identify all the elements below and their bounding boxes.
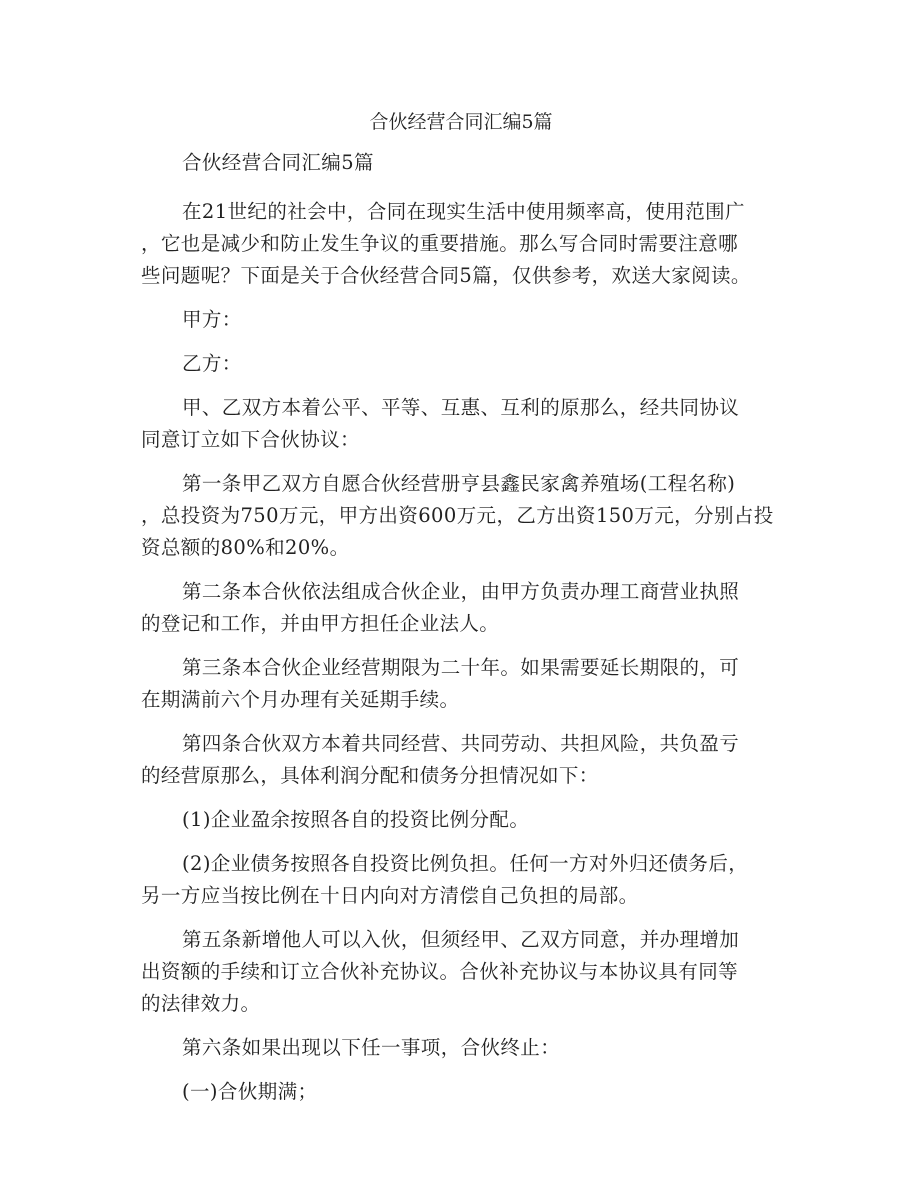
paragraph-line: 甲方：: [182, 308, 242, 331]
paragraph-list: [141, 147, 801, 1108]
paragraph-line: 第一条甲乙双方自愿合伙经营册亨县鑫民家禽养殖场(工程名称): [182, 472, 736, 495]
paragraph: [141, 1076, 801, 1108]
paragraph-line: 同意订立如下合伙协议：: [141, 428, 360, 451]
paragraph: [141, 804, 801, 836]
paragraph-line: 第二条本合伙依法组成合伙企业，由甲方负责办理工商营业执照: [182, 580, 740, 603]
paragraph-line: (2)企业债务按照各自投资比例负担。任何一方对外归还债务后，: [182, 852, 749, 875]
paragraph-line: ，总投资为750万元，甲方出资600万元，乙方出资150万元，分别占投: [141, 504, 774, 527]
paragraph-line: 第六条如果出现以下任一事项，合伙终止：: [182, 1036, 561, 1059]
paragraph-line: 第三条本合伙企业经营期限为二十年。如果需要延长期限的，可: [182, 656, 740, 679]
paragraph: [141, 728, 801, 792]
paragraph-line: 资总额的80%和20%。: [141, 536, 350, 559]
paragraph-line: 第五条新增他人可以入伙，但须经甲、乙双方同意，并办理增加: [182, 928, 740, 951]
paragraph: [141, 392, 801, 456]
paragraph: [141, 1032, 801, 1064]
paragraph-line: 的登记和工作，并由甲方担任企业法人。: [141, 612, 500, 635]
document-body: [141, 106, 801, 1108]
paragraph: [141, 848, 801, 912]
paragraph-line: 些问题呢？下面是关于合伙经营合同5篇，仅供参考，欢送大家阅读。: [141, 264, 751, 287]
paragraph-line: (1)企业盈余按照各自的投资比例分配。: [182, 808, 530, 831]
paragraph: [141, 576, 801, 640]
paragraph-line: 出资额的手续和订立合伙补充协议。合伙补充协议与本协议具有同等: [141, 960, 739, 983]
paragraph-line: 甲、乙双方本着公平、平等、互惠、互利的原那么，经共同协议: [182, 396, 740, 419]
paragraph: [141, 468, 801, 564]
paragraph-line: (一)合伙期满；: [182, 1080, 318, 1103]
paragraph-line: ，它也是减少和防止发生争议的重要措施。那么写合同时需要注意哪: [141, 232, 739, 255]
paragraph-line: 的经营原那么，具体利润分配和债务分担情况如下：: [141, 764, 599, 787]
paragraph: [141, 196, 801, 292]
paragraph-line: 另一方应当按比例在十日内向对方清偿自己负担的局部。: [141, 884, 639, 907]
paragraph-line: 在21世纪的社会中，合同在现实生活中使用频率高，使用范围广: [182, 200, 745, 223]
paragraph-line: 第四条合伙双方本着共同经营、共同劳动、共担风险，共负盈亏: [182, 732, 740, 755]
paragraph-line: 的法律效力。: [141, 992, 261, 1015]
paragraph-line: 合伙经营合同汇编5篇: [182, 151, 374, 174]
paragraph: [141, 348, 801, 380]
paragraph-line: 在期满前六个月办理有关延期手续。: [141, 688, 460, 711]
paragraph: [141, 147, 801, 179]
paragraph: [141, 304, 801, 336]
paragraph-line: 乙方：: [182, 352, 242, 375]
paragraph: [141, 652, 801, 716]
paragraph: [141, 924, 801, 1020]
document-title: 合伙经营合同汇编5篇: [369, 111, 553, 133]
